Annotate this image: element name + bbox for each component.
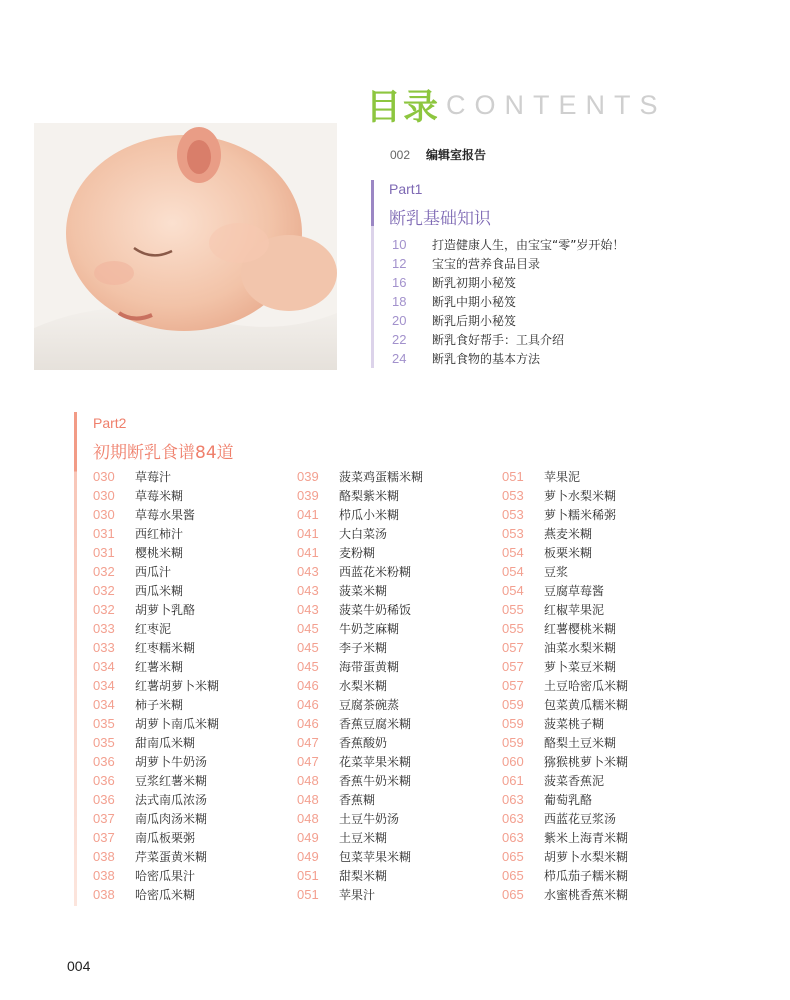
- recipe-title: 红薯米糊: [135, 660, 184, 674]
- recipe-entry[interactable]: [297, 752, 497, 771]
- recipe-entry[interactable]: [93, 562, 293, 581]
- recipe-title: 栉瓜茄子糯米糊: [544, 869, 629, 883]
- recipe-page-number: 065: [502, 849, 524, 864]
- recipe-column-1: [93, 467, 293, 904]
- recipe-title: 豆腐茶碗蒸: [339, 698, 400, 712]
- recipe-entry[interactable]: [502, 790, 702, 809]
- toc-entry[interactable]: [392, 311, 712, 330]
- recipe-page-number: 048: [297, 811, 319, 826]
- recipe-page-number: 032: [93, 564, 115, 579]
- recipe-entry[interactable]: [93, 866, 293, 885]
- recipe-page-number: 036: [93, 792, 115, 807]
- recipe-title: 萝卜水梨米糊: [544, 489, 617, 503]
- toc-entry[interactable]: [392, 292, 712, 311]
- recipe-page-number: 061: [502, 773, 524, 788]
- recipe-page-number: 054: [502, 564, 524, 579]
- recipe-page-number: 065: [502, 868, 524, 883]
- recipe-entry[interactable]: [502, 638, 702, 657]
- entry-page-number: 22: [392, 332, 407, 347]
- recipe-title: 包菜苹果米糊: [339, 850, 412, 864]
- recipe-title: 酪梨土豆米糊: [544, 736, 617, 750]
- editor-page-number: 002: [390, 148, 411, 162]
- recipe-entry[interactable]: [297, 733, 497, 752]
- recipe-title: 水蜜桃香蕉米糊: [544, 888, 629, 902]
- recipe-page-number: 031: [93, 526, 115, 541]
- recipe-page-number: 045: [297, 659, 319, 674]
- recipe-title: 胡萝卜牛奶汤: [135, 755, 208, 769]
- recipe-title: 香蕉豆腐米糊: [339, 717, 412, 731]
- entry-title: 断乳后期小秘笈: [432, 314, 517, 328]
- recipe-entry[interactable]: [502, 847, 702, 866]
- recipe-title: 葡萄乳酪: [544, 793, 593, 807]
- recipe-entry[interactable]: [93, 828, 293, 847]
- entry-title: 断乳食好帮手：工具介绍: [432, 333, 565, 347]
- recipe-title: 海带蛋黄糊: [339, 660, 400, 674]
- recipe-page-number: 043: [297, 583, 319, 598]
- recipe-entry[interactable]: [93, 505, 293, 524]
- recipe-title: 胡萝卜南瓜米糊: [135, 717, 220, 731]
- recipe-entry[interactable]: [93, 676, 293, 695]
- recipe-entry[interactable]: [502, 581, 702, 600]
- recipe-page-number: 038: [93, 868, 115, 883]
- title-chinese: 目录: [366, 88, 441, 128]
- recipe-entry[interactable]: [93, 790, 293, 809]
- recipe-entry[interactable]: [297, 695, 497, 714]
- recipe-entry[interactable]: [297, 828, 497, 847]
- recipe-page-number: 059: [502, 735, 524, 750]
- recipe-title: 紫米上海青米糊: [544, 831, 629, 845]
- recipe-page-number: 036: [93, 754, 115, 769]
- recipe-title: 胡萝卜乳酪: [135, 603, 196, 617]
- recipe-entry[interactable]: [297, 866, 497, 885]
- recipe-title: 甜梨米糊: [339, 869, 388, 883]
- entry-page-number: 20: [392, 313, 407, 328]
- recipe-title: 菠菜鸡蛋糯米糊: [339, 470, 424, 484]
- recipe-entry[interactable]: [502, 714, 702, 733]
- recipe-page-number: 047: [297, 754, 319, 769]
- recipe-page-number: 048: [297, 773, 319, 788]
- recipe-title: 香蕉牛奶米糊: [339, 774, 412, 788]
- recipe-title: 豆浆: [544, 565, 569, 579]
- recipe-page-number: 057: [502, 659, 524, 674]
- recipe-title: 红椒苹果泥: [544, 603, 605, 617]
- recipe-title: 菠菜桃子糊: [544, 717, 605, 731]
- recipe-title: 哈密瓜米糊: [135, 888, 196, 902]
- recipe-entry[interactable]: [297, 505, 497, 524]
- recipe-page-number: 055: [502, 621, 524, 636]
- recipe-title: 菠菜牛奶稀饭: [339, 603, 412, 617]
- toc-entry[interactable]: [392, 273, 712, 292]
- recipe-title: 菠菜香蕉泥: [544, 774, 605, 788]
- recipe-entry[interactable]: [502, 505, 702, 524]
- recipe-page-number: 041: [297, 526, 319, 541]
- recipe-entry[interactable]: [502, 733, 702, 752]
- recipe-page-number: 038: [93, 887, 115, 902]
- recipe-title: 包菜黄瓜糯米糊: [544, 698, 629, 712]
- recipe-entry[interactable]: [93, 581, 293, 600]
- recipe-entry[interactable]: [93, 695, 293, 714]
- recipe-page-number: 053: [502, 488, 524, 503]
- recipe-page-number: 041: [297, 545, 319, 560]
- recipe-page-number: 039: [297, 469, 319, 484]
- toc-entry[interactable]: [392, 330, 712, 349]
- recipe-column-3: [502, 467, 702, 904]
- recipe-entry[interactable]: [297, 486, 497, 505]
- contents-title: [366, 80, 667, 128]
- recipe-title: 板栗米糊: [544, 546, 593, 560]
- entry-page-number: 16: [392, 275, 407, 290]
- entry-page-number: 12: [392, 256, 407, 271]
- recipe-title: 红薯樱桃米糊: [544, 622, 617, 636]
- recipe-title: 猕猴桃萝卜米糊: [544, 755, 629, 769]
- recipe-entry[interactable]: [297, 600, 497, 619]
- recipe-page-number: 060: [502, 754, 524, 769]
- sleeping-baby-photo: [34, 123, 337, 370]
- recipe-title: 土豆哈密瓜米糊: [544, 679, 629, 693]
- recipe-title: 麦粉糊: [339, 546, 376, 560]
- recipe-entry[interactable]: [297, 581, 497, 600]
- recipe-title: 土豆牛奶汤: [339, 812, 400, 826]
- recipe-title: 草莓米糊: [135, 489, 184, 503]
- recipe-entry[interactable]: [297, 790, 497, 809]
- recipe-title: 豆腐草莓酱: [544, 584, 605, 598]
- recipe-title: 栉瓜小米糊: [339, 508, 400, 522]
- recipe-page-number: 046: [297, 716, 319, 731]
- recipe-entry[interactable]: [93, 847, 293, 866]
- recipe-page-number: 043: [297, 602, 319, 617]
- recipe-page-number: 065: [502, 887, 524, 902]
- recipe-page-number: 030: [93, 488, 115, 503]
- part2-accent-bar: [74, 412, 77, 906]
- recipe-page-number: 051: [502, 469, 524, 484]
- recipe-entry[interactable]: [502, 771, 702, 790]
- recipe-entry[interactable]: [297, 619, 497, 638]
- recipe-entry[interactable]: [93, 809, 293, 828]
- recipe-entry[interactable]: [502, 866, 702, 885]
- recipe-title: 红薯胡萝卜米糊: [135, 679, 220, 693]
- recipe-page-number: 035: [93, 735, 115, 750]
- recipe-entry[interactable]: [297, 714, 497, 733]
- recipe-entry[interactable]: [502, 486, 702, 505]
- recipe-title: 萝卜糯米稀粥: [544, 508, 617, 522]
- recipe-title: 红枣糯米糊: [135, 641, 196, 655]
- toc-entry[interactable]: [392, 235, 712, 254]
- entry-title: 断乳食物的基本方法: [432, 352, 541, 366]
- recipe-entry[interactable]: [93, 524, 293, 543]
- recipe-entry[interactable]: [297, 638, 497, 657]
- recipe-title: 燕麦米糊: [544, 527, 593, 541]
- recipe-entry[interactable]: [502, 676, 702, 695]
- editor-report-entry[interactable]: [390, 146, 486, 163]
- recipe-page-number: 036: [93, 773, 115, 788]
- recipe-title: 南瓜肉汤米糊: [135, 812, 208, 826]
- recipe-title: 酪梨紫米糊: [339, 489, 400, 503]
- recipe-entry[interactable]: [502, 752, 702, 771]
- recipe-title: 西红柿汁: [135, 527, 184, 541]
- recipe-page-number: 051: [297, 868, 319, 883]
- recipe-page-number: 049: [297, 830, 319, 845]
- part1-title: 断乳基础知识: [389, 209, 491, 229]
- recipe-page-number: 034: [93, 678, 115, 693]
- entry-title: 断乳中期小秘笈: [432, 295, 517, 309]
- recipe-page-number: 033: [93, 640, 115, 655]
- toc-entry[interactable]: [392, 349, 712, 368]
- recipe-title: 西瓜米糊: [135, 584, 184, 598]
- recipe-title: 花菜苹果米糊: [339, 755, 412, 769]
- recipe-page-number: 054: [502, 545, 524, 560]
- editor-title: 编辑室报告: [426, 148, 487, 162]
- recipe-page-number: 059: [502, 697, 524, 712]
- recipe-entry[interactable]: [93, 714, 293, 733]
- recipe-entry[interactable]: [93, 486, 293, 505]
- recipe-entry[interactable]: [93, 771, 293, 790]
- recipe-title: 西蓝花米粉糊: [339, 565, 412, 579]
- recipe-entry[interactable]: [297, 809, 497, 828]
- recipe-title: 苹果泥: [544, 470, 581, 484]
- recipe-title: 樱桃米糊: [135, 546, 184, 560]
- recipe-entry[interactable]: [297, 676, 497, 695]
- recipe-title: 豆浆红薯米糊: [135, 774, 208, 788]
- recipe-entry[interactable]: [502, 828, 702, 847]
- recipe-entry[interactable]: [502, 524, 702, 543]
- recipe-title: 草莓汁: [135, 470, 172, 484]
- recipe-page-number: 045: [297, 621, 319, 636]
- recipe-page-number: 032: [93, 602, 115, 617]
- recipe-entry[interactable]: [93, 885, 293, 904]
- recipe-entry[interactable]: [502, 600, 702, 619]
- recipe-page-number: 051: [297, 887, 319, 902]
- recipe-page-number: 063: [502, 830, 524, 845]
- entry-page-number: 18: [392, 294, 407, 309]
- recipe-entry[interactable]: [502, 467, 702, 486]
- recipe-page-number: 039: [297, 488, 319, 503]
- recipe-title: 苹果汁: [339, 888, 376, 902]
- recipe-page-number: 046: [297, 678, 319, 693]
- recipe-title: 西瓜汁: [135, 565, 172, 579]
- recipe-title: 胡萝卜水梨米糊: [544, 850, 629, 864]
- recipe-page-number: 032: [93, 583, 115, 598]
- recipe-entry[interactable]: [502, 619, 702, 638]
- recipe-page-number: 049: [297, 849, 319, 864]
- recipe-title: 南瓜板栗粥: [135, 831, 196, 845]
- recipe-page-number: 059: [502, 716, 524, 731]
- recipe-page-number: 035: [93, 716, 115, 731]
- recipe-page-number: 053: [502, 526, 524, 541]
- recipe-title: 菠菜米糊: [339, 584, 388, 598]
- part2-label: Part2: [93, 415, 127, 431]
- recipe-title: 大白菜汤: [339, 527, 388, 541]
- part2-title: 初期断乳食谱84道: [93, 443, 234, 463]
- recipe-entry[interactable]: [297, 885, 497, 904]
- recipe-page-number: 034: [93, 697, 115, 712]
- recipe-title: 哈密瓜果汁: [135, 869, 196, 883]
- recipe-title: 柿子米糊: [135, 698, 184, 712]
- recipe-entry[interactable]: [502, 885, 702, 904]
- recipe-page-number: 037: [93, 811, 115, 826]
- recipe-entry[interactable]: [93, 657, 293, 676]
- recipe-title: 西蓝花豆浆汤: [544, 812, 617, 826]
- recipe-page-number: 057: [502, 640, 524, 655]
- recipe-page-number: 030: [93, 469, 115, 484]
- entry-page-number: 10: [392, 237, 407, 252]
- recipe-title: 香蕉糊: [339, 793, 376, 807]
- recipe-page-number: 047: [297, 735, 319, 750]
- recipe-page-number: 045: [297, 640, 319, 655]
- recipe-entry[interactable]: [93, 600, 293, 619]
- part1-list: [392, 235, 712, 368]
- recipe-entry[interactable]: [297, 467, 497, 486]
- recipe-entry[interactable]: [502, 543, 702, 562]
- recipe-page-number: 030: [93, 507, 115, 522]
- recipe-entry[interactable]: [93, 752, 293, 771]
- recipe-entry[interactable]: [93, 543, 293, 562]
- part1-accent-bar: [371, 180, 374, 368]
- recipe-title: 牛奶芝麻糊: [339, 622, 400, 636]
- recipe-entry[interactable]: [93, 638, 293, 657]
- recipe-page-number: 053: [502, 507, 524, 522]
- recipe-entry[interactable]: [502, 695, 702, 714]
- recipe-entry[interactable]: [502, 657, 702, 676]
- part1-label: Part1: [389, 181, 423, 197]
- recipe-title: 芹菜蛋黄米糊: [135, 850, 208, 864]
- recipe-title: 土豆米糊: [339, 831, 388, 845]
- recipe-page-number: 063: [502, 811, 524, 826]
- recipe-title: 香蕉酸奶: [339, 736, 388, 750]
- recipe-entry[interactable]: [297, 562, 497, 581]
- recipe-page-number: 063: [502, 792, 524, 807]
- recipe-title: 甜南瓜米糊: [135, 736, 196, 750]
- recipe-page-number: 046: [297, 697, 319, 712]
- page-number: 004: [67, 958, 91, 974]
- recipe-entry[interactable]: [297, 847, 497, 866]
- recipe-entry[interactable]: [297, 524, 497, 543]
- recipe-page-number: 038: [93, 849, 115, 864]
- recipe-page-number: 031: [93, 545, 115, 560]
- recipe-title: 油菜水梨米糊: [544, 641, 617, 655]
- recipe-title: 红枣泥: [135, 622, 172, 636]
- recipe-page-number: 048: [297, 792, 319, 807]
- recipe-title: 水梨米糊: [339, 679, 388, 693]
- toc-entry[interactable]: [392, 254, 712, 273]
- entry-title: 断乳初期小秘笈: [432, 276, 517, 290]
- title-english: CONTENTS: [446, 89, 667, 120]
- recipe-title: 草莓水果酱: [135, 508, 196, 522]
- recipe-page-number: 037: [93, 830, 115, 845]
- recipe-page-number: 043: [297, 564, 319, 579]
- recipe-page-number: 055: [502, 602, 524, 617]
- recipe-title: 萝卜菜豆米糊: [544, 660, 617, 674]
- recipe-entry[interactable]: [502, 562, 702, 581]
- recipe-entry[interactable]: [297, 543, 497, 562]
- entry-title: 打造健康人生，由宝宝“零”岁开始！: [432, 238, 625, 252]
- recipe-title: 李子米糊: [339, 641, 388, 655]
- recipe-page-number: 033: [93, 621, 115, 636]
- recipe-column-2: [297, 467, 497, 904]
- entry-title: 宝宝的营养食品目录: [432, 257, 541, 271]
- entry-page-number: 24: [392, 351, 407, 366]
- recipe-entry[interactable]: [93, 733, 293, 752]
- recipe-page-number: 054: [502, 583, 524, 598]
- recipe-entry[interactable]: [93, 619, 293, 638]
- recipe-entry[interactable]: [93, 467, 293, 486]
- recipe-entry[interactable]: [297, 657, 497, 676]
- recipe-title: 法式南瓜浓汤: [135, 793, 208, 807]
- recipe-entry[interactable]: [502, 809, 702, 828]
- recipe-entry[interactable]: [297, 771, 497, 790]
- recipe-page-number: 041: [297, 507, 319, 522]
- recipe-page-number: 034: [93, 659, 115, 674]
- recipe-page-number: 057: [502, 678, 524, 693]
